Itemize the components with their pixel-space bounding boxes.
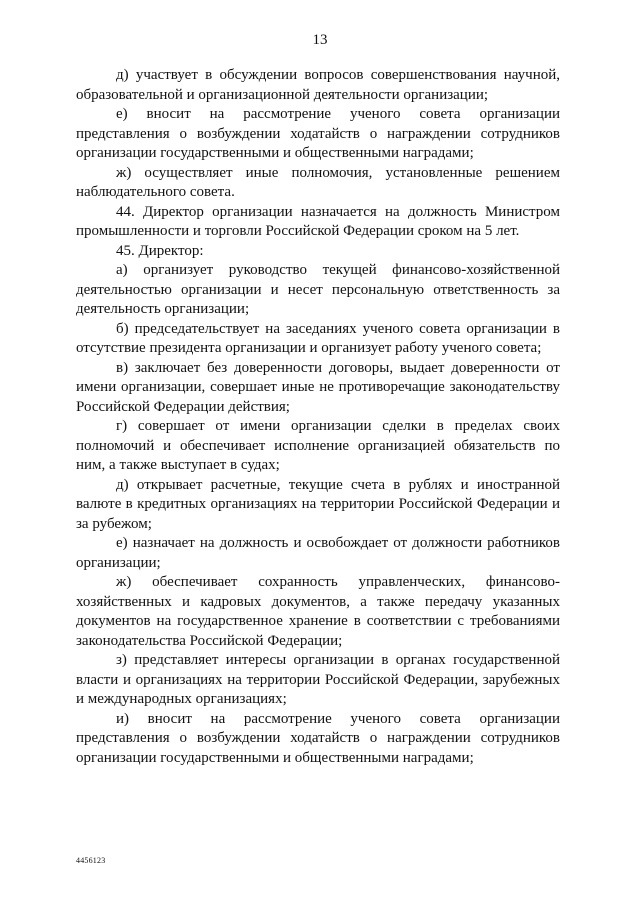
paragraph-45-b: б) председательствует на заседаниях ученого совета организации в отсутствие президента организации и организует работу ученого совета;: [76, 320, 560, 356]
paragraph-45-d: д) открывает расчетные, текущие счета в рублях и иностранной валюте в кредитных организациях на территории Российской Федерации и за рубежом;: [76, 476, 560, 532]
paragraph-45-a: а) организует руководство текущей финансово-хозяйственной деятельностью организации и несет персональную ответственность за деятельность организации;: [76, 262, 560, 317]
paragraph-45-v: в) заключает без доверенности договоры, выдает доверенности от имени организации, совершает иные не противоречащие законодательству Российской Федерации действия;: [76, 359, 560, 415]
paragraph-45-g: г) совершает от имени организации сделки в пределах своих полномочий и обеспечивает исполнение организацией обязательств по ним, а также выступает в судах;: [76, 418, 560, 473]
paragraph-45-zh: ж) обеспечивает сохранность управленческих, финансово-хозяйственных и кадровых документов, а также передачу указанных документов на государственное хранение в соответствии с требованиями законодательства Российской Федерации;: [76, 574, 560, 649]
paragraph-45: 45. Директор:: [116, 242, 204, 259]
paragraph-45-z: з) представляет интересы организации в органах государственной власти и организациях на территории Российской Федерации, зарубежных и международных организациях;: [76, 652, 560, 707]
document-id: 4456123: [76, 856, 106, 865]
paragraph-44: 44. Директор организации назначается на должность Министром промышленности и торговли Российской Федерации сроком на 5 лет.: [76, 203, 560, 239]
paragraph-1-e: е) вносит на рассмотрение ученого совета организации представления о возбуждении ходатайств о награждении сотрудников организации государственными и общественными наградами;: [76, 106, 560, 161]
paragraph-1-zh: ж) осуществляет иные полномочия, установленные решением наблюдательного совета.: [76, 164, 560, 200]
paragraph-45-i: и) вносит на рассмотрение ученого совета организации представления о возбуждении ходатайств о награждении сотрудников организации государственными и общественными наградами;: [76, 710, 560, 766]
document-body: [76, 66, 560, 768]
page-number: 13: [312, 32, 328, 48]
paragraph-1-d: д) участвует в обсуждении вопросов совершенствования научной, образовательной и организационной деятельности организации;: [76, 67, 560, 103]
paragraph-45-e: е) назначает на должность и освобождает от должности работников организации;: [76, 535, 560, 571]
